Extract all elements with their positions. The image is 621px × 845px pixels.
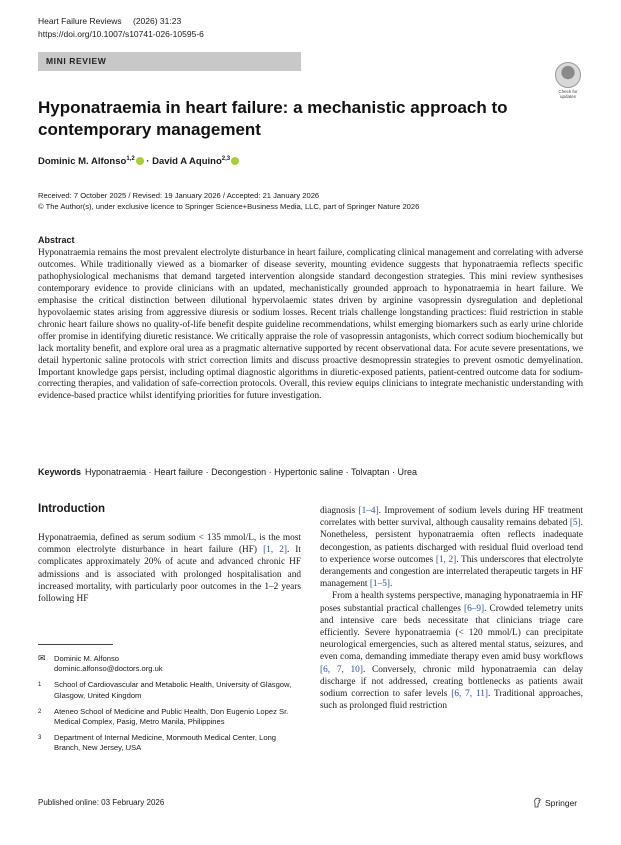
text: . Crowded telemetry units and intensive care beds necessitate that clinicians triage care efficiently. Severe hyponatraemia (< 120 mmol/L) can precipitate neurological emergencies, such as altered mental status, seizures, and even coma, demanding immediate therapy even amid busy workflows (320, 603, 583, 663)
citation-link[interactable]: [6, 7, 10] (320, 664, 363, 675)
check-updates-icon (555, 62, 581, 88)
author-affiliation: 2,3 (221, 155, 231, 162)
footnote-divider (38, 644, 113, 645)
affiliation (38, 733, 301, 753)
right-column (320, 505, 583, 712)
text: . Improvement of sodium levels during HF treatment correlates with better survival, although causality remains debated (320, 506, 583, 529)
corresponding-author (38, 654, 301, 674)
affiliation-text: Ateneo School of Medicine and Public Health, Don Eugenio Lopez Sr. Medical Complex, Pasig, Metro Manila, Philippines (54, 706, 289, 727)
article-dates (38, 190, 419, 212)
text: . Conversely, chronic mild hyponatraemia can delay discharge if not addressed, creating bottlenecks as patients await sodium correction to safer levels (320, 664, 583, 700)
text: Hyponatraemia, defined as serum sodium < 135 mmol/L, is the most common electrolyte disturbance in heart failure (HF) (38, 533, 301, 556)
abstract-text: Hyponatraemia remains the most prevalent electrolyte disturbance in heart failure, complicating clinical management and correlating with adverse outcomes. While traditionally viewed as a biomarker of disease severity, mounting evidence suggests that hyponatraemia reflects specific pathophysiological mechanisms that demand targeted intervention alongside standard decongestion strategies. This mini review synthesises contemporary evidence to provide clinicians with an updated, mechanistically grounded approach to hyponatraemia in heart failure. We emphasise the critical distinction between dilutional hypervolaemic states driven by arginine vasopressin dysregulation and depletional hypovolaemic states arising from aggressive diuresis or sodium losses. Recent trials challenge longstanding practices: fluid restriction in stable chronic heart failure shows no quality-of-life benefit despite guideline recommendations, whilst emerging biomarkers such as early urine chloride offer promise in identifying diuretic resistance. We critically appraise the role of vasopressin antagonists, which correct sodium biochemically but lack mortality benefit, and explore oral urea as a pragmatic alternative supported by recent observational data. For acute severe presentations, we detail hypertonic saline protocols with strict correction limits and discuss proactive desmopressin strategies to prevent osmotic demyelination. Important knowledge gaps persist, including optimal diagnostic algorithms in diuretic-exposed patients, patient-centred outcome data for sodium-correcting therapies, and validation of safe-correction protocols. Overall, this review equips clinicians to integrate mechanistic understanding with evidence-based practice whilst identifying priorities for future investigation. (38, 248, 583, 402)
published-date: Published online: 03 February 2026 (38, 798, 165, 807)
citation-link[interactable]: [5] (569, 518, 581, 529)
publisher-logo[interactable] (532, 797, 577, 808)
article-title: Hyponatraemia in heart failure: a mechanistic approach to contemporary management (38, 98, 508, 139)
text: From a health systems perspective, managing hyponatraemia in HF poses substantial practical challenges (320, 591, 583, 614)
citation-link[interactable]: [1, 2] (435, 554, 457, 565)
affiliation-text: School of Cardiovascular and Metabolic Health, University of Glasgow, Glasgow, United Kingdom (54, 680, 292, 700)
journal-name: Heart Failure Reviews (38, 16, 122, 26)
affiliation-text: Department of Internal Medicine, Monmouth Medical Center, Long Branch, New Jersey, USA (54, 733, 277, 753)
text: diagnosis (320, 506, 359, 516)
text: . Traditional approaches, such as prolonged fluid restriction (320, 689, 583, 712)
affiliation-number: 2 (38, 708, 42, 715)
orcid-icon[interactable] (231, 157, 239, 165)
orcid-icon[interactable] (136, 157, 144, 165)
corresponding-name: Dominic M. Alfonso (54, 654, 119, 663)
badge-line1: Check for (558, 89, 578, 94)
author-list (38, 156, 239, 168)
footnotes (38, 654, 301, 760)
citation: (2026) 31:23 (133, 16, 182, 26)
affiliation-number: 1 (38, 682, 42, 689)
citation-link[interactable]: [6–9] (464, 603, 485, 614)
corresponding-email[interactable]: dominic.alfonso@doctors.org.uk (54, 664, 163, 674)
abstract-heading: Abstract (38, 235, 75, 245)
citation-link[interactable]: [6, 7, 11] (451, 689, 489, 700)
author-name[interactable]: Dominic M. Alfonso (38, 156, 127, 167)
doi-link[interactable]: https://doi.org/10.1007/s10741-026-10595-6 (38, 29, 204, 39)
publisher-name: Springer (545, 797, 578, 808)
springer-horse-icon (532, 797, 542, 808)
left-column (38, 532, 301, 605)
keywords-label: Keywords (38, 467, 82, 477)
envelope-icon: ✉ (38, 653, 46, 663)
copyright: © The Author(s), under exclusive licence to Springer Science+Business Media, LLC, part of Springer Nature 2026 (38, 202, 420, 211)
text: . Nonetheless, persistent hyponatraemia often reflects inadequate decongestion, as patients discharged with residual fluid overload tend to experience worse outcomes (320, 518, 583, 565)
keywords (38, 466, 583, 478)
check-updates-badge[interactable] (553, 62, 583, 98)
citation-link[interactable]: [1–4] (358, 506, 379, 516)
section-heading-introduction: Introduction (38, 503, 106, 515)
affiliation-number: 3 (38, 735, 42, 742)
author-separator: · (143, 156, 153, 167)
text: . It complicates approximately 20% of acute and advanced chronic HF admissions and is associated with prolonged hospitalisation and increased mortality, with particularly poor outcomes in the 1–2 years following HF (38, 545, 301, 605)
paragraph (320, 590, 583, 712)
text: . (389, 579, 393, 590)
article-type-label: MINI REVIEW (38, 52, 301, 71)
badge-line2: updates (559, 94, 576, 99)
author-name[interactable]: David A Aquino (152, 156, 222, 167)
affiliation (38, 707, 301, 727)
running-header (38, 15, 204, 41)
citation-link[interactable]: [1, 2] (263, 545, 287, 556)
author-affiliation: 1,2 (126, 155, 135, 162)
history-dates: Received: 7 October 2025 / Revised: 19 January 2026 / Accepted: 21 January 2026 (38, 191, 320, 200)
paragraph (38, 532, 301, 605)
citation-link[interactable]: [1–5] (369, 579, 390, 590)
paragraph (320, 505, 583, 590)
affiliation (38, 680, 301, 700)
keywords-list: Hyponatraemia · Heart failure · Decongestion · Hypertonic saline · Tolvaptan · Urea (85, 467, 418, 477)
text: . This underscores that electrolyte derangements and congestion are interrelated therapeutic targets in HF management (320, 554, 583, 590)
